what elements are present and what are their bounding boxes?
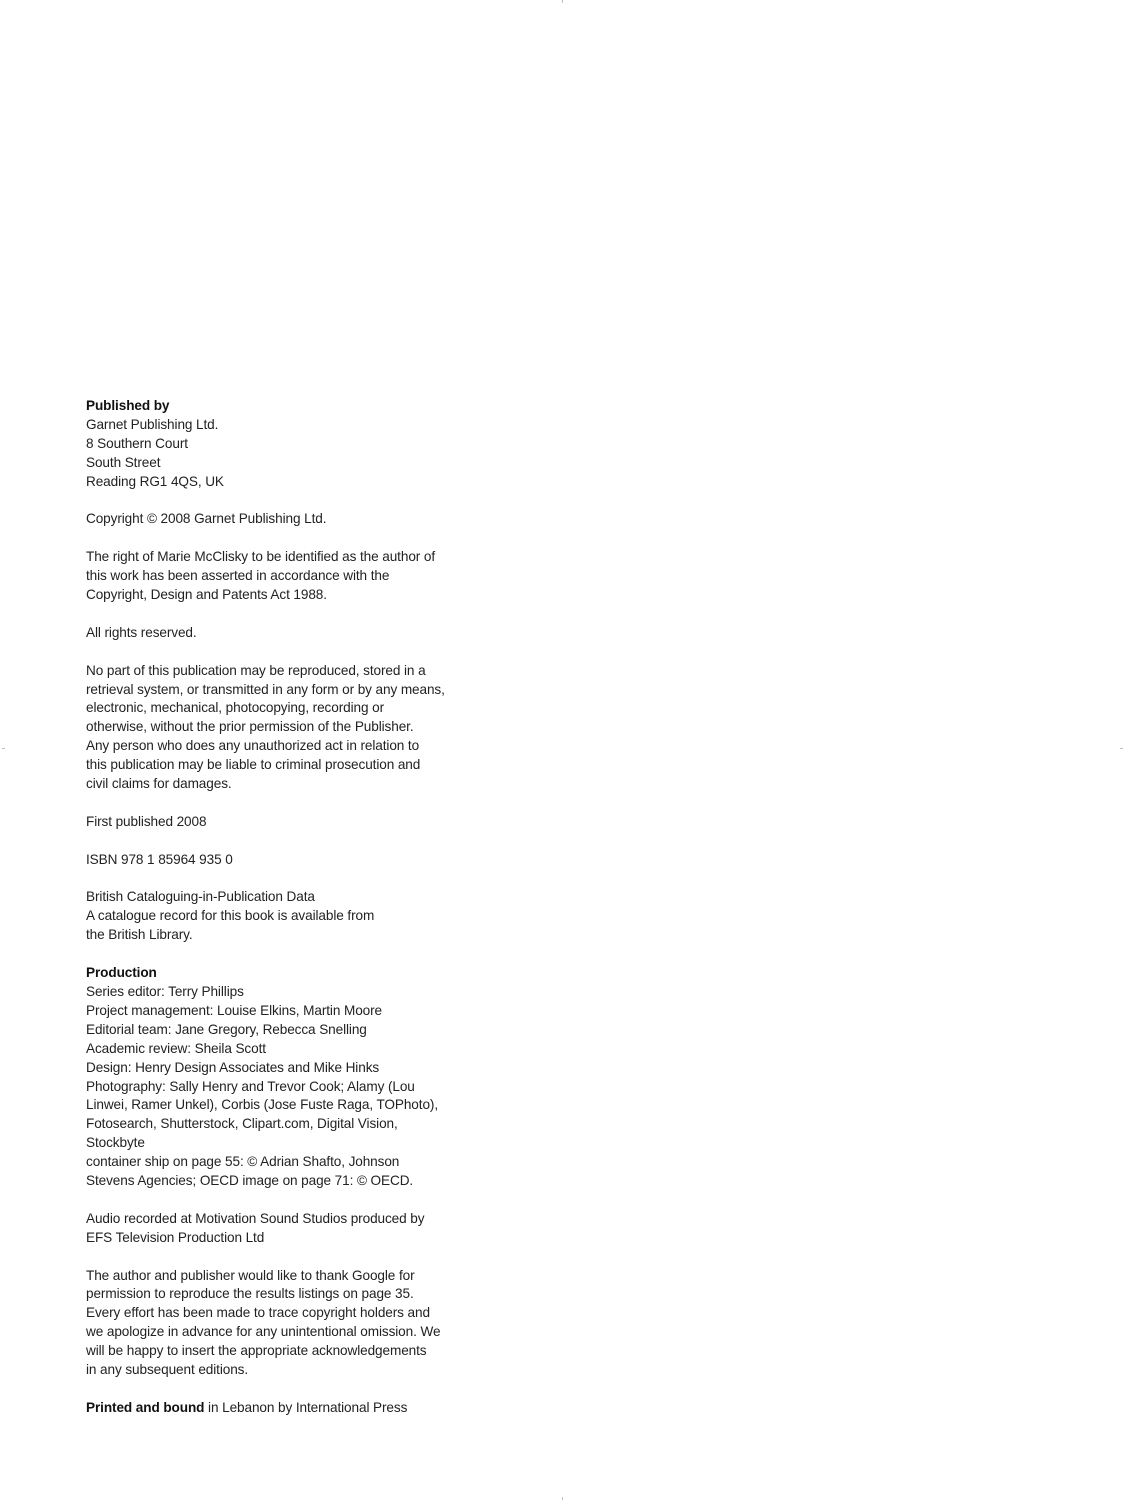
isbn-line: ISBN 978 1 85964 935 0 [86,851,233,867]
author-right-line: this work has been asserted in accordance with the [86,568,390,584]
copyright-line: Copyright © 2008 Garnet Publishing Ltd. [86,511,327,527]
publisher-line: Reading RG1 4QS, UK [86,473,224,489]
acknowledgements [86,1267,506,1380]
crop-mark-right [1120,748,1123,749]
production-line: container ship on page 55: © Adrian Shafto, Johnson [86,1154,400,1170]
publisher-block [86,397,506,492]
publisher-heading: Published by [86,398,170,413]
crop-mark-left [2,748,5,749]
audio-line: Audio recorded at Motivation Sound Studios produced by [86,1210,425,1226]
printed-notice [86,1399,506,1418]
printed-bold: Printed and bound [86,1399,205,1415]
production-line: Stockbyte [86,1135,145,1151]
production-line: Design: Henry Design Associates and Mike Hinks [86,1059,380,1075]
printed-rest: in Lebanon by International Press [204,1399,408,1415]
reproduction-notice [86,662,506,794]
production-line: Academic review: Sheila Scott [86,1040,266,1056]
author-right-notice [86,548,506,605]
printed-line [86,1399,506,1418]
production-line: Fotosearch, Shutterstock, Clipart.com, Digital Vision, [86,1116,398,1132]
cataloguing-line: A catalogue record for this book is available from [86,908,375,924]
acknowledgement-line: we apologize in advance for any unintentional omission. We [86,1324,441,1340]
reproduction-line: otherwise, without the prior permission of the Publisher. [86,719,414,735]
crop-mark-top [562,0,563,3]
acknowledgement-line: will be happy to insert the appropriate acknowledgements [86,1343,427,1359]
production-credits [86,964,506,1191]
author-right-line: Copyright, Design and Patents Act 1988. [86,587,327,603]
rights-reserved [86,624,506,643]
cataloguing-data [86,888,506,945]
rights-reserved-line: All rights reserved. [86,624,197,640]
reproduction-line: electronic, mechanical, photocopying, recording or [86,700,385,716]
copyright-notice [86,510,506,529]
acknowledgement-line: permission to reproduce the results listings on page 35. [86,1286,414,1302]
acknowledgement-line: in any subsequent editions. [86,1362,249,1378]
acknowledgement-line: The author and publisher would like to thank Google for [86,1267,415,1283]
publisher-line: 8 Southern Court [86,435,188,451]
audio-line: EFS Television Production Ltd [86,1229,265,1245]
reproduction-line: No part of this publication may be reproduced, stored in a [86,662,426,678]
imprint-page-text [86,397,506,1418]
production-line: Series editor: Terry Phillips [86,983,244,999]
production-line: Stevens Agencies; OECD image on page 71: © OECD. [86,1173,414,1189]
first-published-line: First published 2008 [86,813,207,829]
reproduction-line: Any person who does any unauthorized act in relation to [86,738,420,754]
first-published [86,813,506,832]
production-line: Linwei, Ramer Unkel), Corbis (Jose Fuste Raga, TOPhoto), [86,1097,439,1113]
cataloguing-line: British Cataloguing-in-Publication Data [86,889,315,905]
reproduction-line: this publication may be liable to criminal prosecution and [86,757,421,773]
cataloguing-line: the British Library. [86,927,193,943]
production-line: Photography: Sally Henry and Trevor Cook; Alamy (Lou [86,1078,415,1094]
reproduction-line: retrieval system, or transmitted in any form or by any means, [86,681,445,697]
production-line: Editorial team: Jane Gregory, Rebecca Snelling [86,1021,367,1037]
isbn [86,851,506,870]
publisher-line: South Street [86,454,161,470]
audio-credit [86,1210,506,1248]
publisher-line: Garnet Publishing Ltd. [86,416,219,432]
author-right-line: The right of Marie McClisky to be identified as the author of [86,549,436,565]
production-heading: Production [86,965,157,981]
acknowledgement-line: Every effort has been made to trace copyright holders and [86,1305,430,1321]
production-line: Project management: Louise Elkins, Martin Moore [86,1002,383,1018]
reproduction-line: civil claims for damages. [86,776,232,792]
